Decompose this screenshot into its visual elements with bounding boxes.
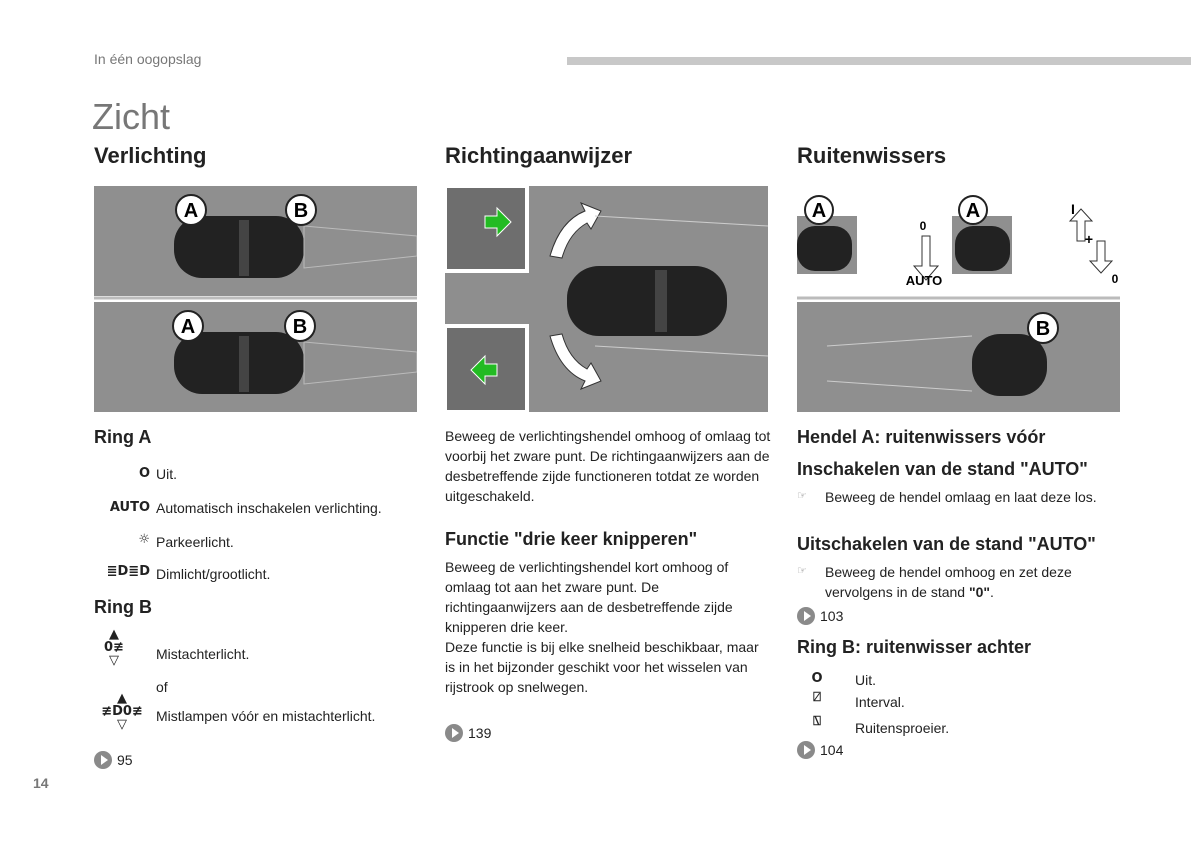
- ring-b-item: Mistachterlicht.: [156, 646, 250, 662]
- ring-a-item: Dimlicht/grootlicht.: [156, 566, 271, 582]
- reference-arrow-icon: [94, 751, 112, 769]
- wiper-stalk-image: [797, 186, 1120, 412]
- svg-text:A: A: [811, 200, 827, 222]
- rear-wiper-item: Uit.: [855, 672, 876, 688]
- rear-wiper-item: Interval.: [855, 694, 905, 710]
- reference-page: 104: [820, 742, 844, 758]
- reference-page: 139: [468, 725, 492, 741]
- auto-on-text: Beweeg de hendel omlaag en laat deze los.: [825, 489, 1097, 505]
- page-reference[interactable]: [94, 751, 133, 769]
- pointing-hand-icon: ☞: [797, 565, 807, 577]
- lever-a-heading: Hendel A: ruitenwissers vóór: [797, 427, 1046, 447]
- dipped-main-beam-icon: ≣D≣D: [106, 564, 150, 579]
- ring-b-item: of: [156, 679, 168, 695]
- svg-text:+: +: [1084, 231, 1094, 247]
- header-bar: [567, 57, 1191, 65]
- rear-wiper-heading: Ring B: ruitenwisser achter: [797, 637, 1032, 657]
- svg-text:A: A: [180, 316, 196, 338]
- svg-text:I: I: [1071, 201, 1075, 217]
- interval-wiper-icon: ⍁: [813, 690, 821, 705]
- reference-arrow-icon: [797, 607, 815, 625]
- reference-arrow-icon: [445, 724, 463, 742]
- svg-text:0: 0: [919, 219, 927, 233]
- svg-text:B: B: [292, 316, 308, 338]
- three-flash-note: Deze functie is bij elke snelheid beschikbaar, maar is in het bijzonder geschikt voor het wisselen van rijstrook op snelwegen.: [445, 639, 759, 695]
- off-icon: O: [138, 466, 150, 481]
- three-flash-text: Beweeg de verlichtingshendel kort omhoog of omlaag tot aan het zware punt. De richtingaanwijzers aan de desbetreffende zijde knipperen drie keer.: [445, 559, 733, 635]
- section-heading-richtingaanwijzer: Richtingaanwijzer: [445, 143, 633, 168]
- rear-fog-icon: ▲ 0≢ ▽: [104, 627, 124, 668]
- svg-text:A: A: [183, 200, 199, 222]
- reference-arrow-icon: [797, 741, 815, 759]
- svg-text:A: A: [965, 200, 981, 222]
- ring-b-item: Mistlampen vóór en mistachterlicht.: [156, 708, 376, 724]
- three-flash-heading: Functie "drie keer knipperen": [445, 529, 698, 549]
- auto-off-text: Beweeg de hendel omhoog en zet deze vervolgens in de stand "0".: [825, 564, 1072, 600]
- parking-light-icon: ☼: [138, 532, 150, 547]
- indicator-intro: Beweeg de verlichtingshendel omhoog of omlaag tot voorbij het zware punt. De richtingaanwijzers aan de desbetreffende zijde functioneren totdat ze worden uitgeschakeld.: [445, 428, 771, 504]
- washer-icon: ⍂: [813, 714, 821, 729]
- page-reference[interactable]: [797, 741, 843, 759]
- reference-page: 103: [820, 608, 844, 624]
- ring-a-item: Uit.: [156, 466, 177, 482]
- svg-text:0: 0: [1111, 272, 1119, 286]
- indicator-stalk-image: [445, 186, 768, 412]
- svg-text:B: B: [293, 200, 309, 222]
- lighting-stalk-image: [94, 186, 417, 412]
- page-reference[interactable]: [797, 607, 843, 625]
- pointing-hand-icon: ☞: [797, 490, 807, 502]
- page-reference[interactable]: [445, 724, 491, 742]
- auto-on-heading: Inschakelen van de stand "AUTO": [797, 459, 1088, 479]
- auto-icon: AUTO: [109, 500, 150, 515]
- ring-a-item: Automatisch inschakelen verlichting.: [156, 500, 382, 516]
- front-rear-fog-icon: ▲ ≢D0≢ ▽: [101, 691, 143, 732]
- section-heading-verlichting: Verlichting: [94, 143, 207, 168]
- svg-text:AUTO: AUTO: [905, 273, 943, 288]
- ring-a-heading: Ring A: [94, 427, 152, 447]
- page-number: 14: [33, 775, 49, 791]
- auto-off-heading: Uitschakelen van de stand "AUTO": [797, 534, 1096, 554]
- page-title: Zicht: [92, 96, 171, 137]
- ring-b-heading: Ring B: [94, 597, 152, 617]
- reference-page: 95: [117, 752, 133, 768]
- section-heading-ruitenwissers: Ruitenwissers: [797, 143, 947, 168]
- svg-text:B: B: [1035, 318, 1051, 340]
- ring-a-item: Parkeerlicht.: [156, 534, 234, 550]
- rear-wiper-item: Ruitensproeier.: [855, 720, 950, 736]
- running-head: In één oogopslag: [94, 51, 202, 67]
- off-icon: O: [811, 671, 823, 686]
